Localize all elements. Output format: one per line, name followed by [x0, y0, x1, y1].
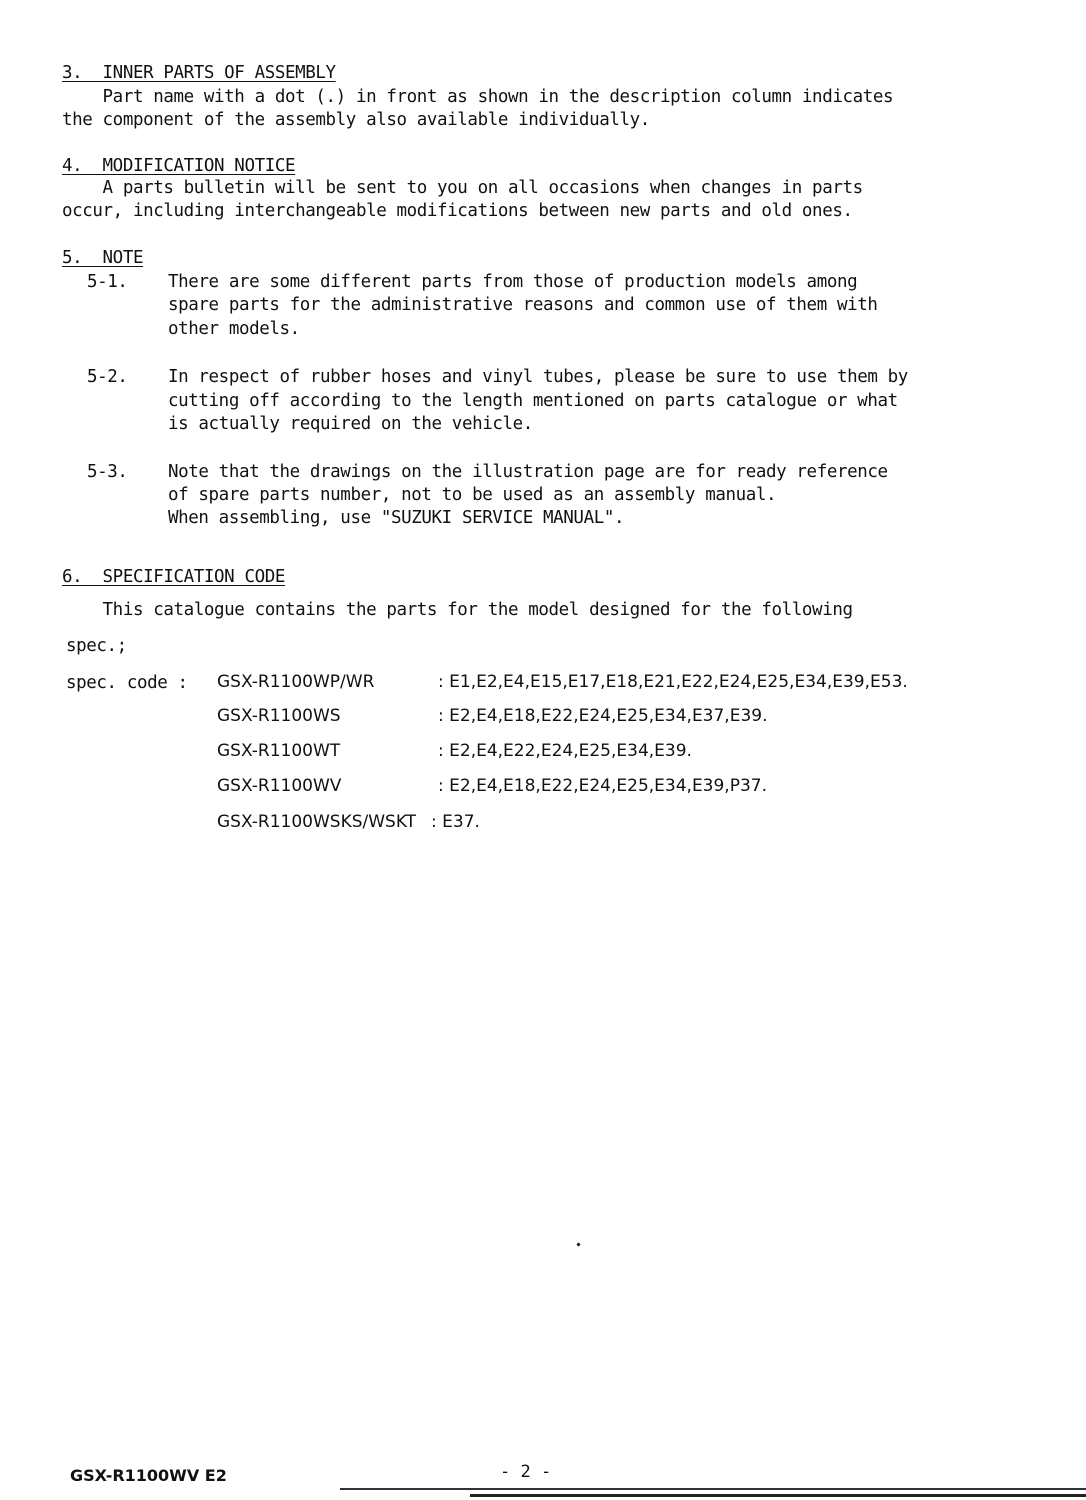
footer-model-code: GSX-R1100WV E2 — [70, 1466, 227, 1485]
note-5-3-number: 5-3. — [87, 462, 128, 482]
note-5-1-number: 5-1. — [87, 272, 128, 292]
note-5-1-line-3: other models. — [168, 319, 300, 339]
spec-row-2-codes: : E2,E4,E18,E22,E24,E25,E34,E37,E39. — [438, 706, 768, 726]
section-3-text-line-2: the component of the assembly also available individually. — [62, 110, 650, 130]
section-5-heading: 5. NOTE — [62, 248, 144, 268]
spec-row-5-model: GSX-R1100WSKS/WSKT — [217, 812, 417, 832]
footer-page-number: - 2 - — [500, 1462, 552, 1482]
note-5-2-line-1: In respect of rubber hoses and vinyl tubes, please be sure to use them by — [168, 367, 908, 387]
note-5-3-line-3: When assembling, use "SUZUKI SERVICE MANUAL". — [168, 508, 625, 528]
section-6-text-line-1: This catalogue contains the parts for the model designed for the following — [62, 600, 853, 620]
section-4-heading: 4. MODIFICATION NOTICE — [62, 156, 296, 176]
spec-row-1-model: GSX-R1100WP/WR — [217, 672, 375, 692]
note-5-3-line-1: Note that the drawings on the illustration page are for ready reference — [168, 462, 888, 482]
note-5-2-line-2: cutting off according to the length mentioned on parts catalogue or what — [168, 391, 898, 411]
scan-speck — [576, 1242, 580, 1246]
section-3-heading: 3. INNER PARTS OF ASSEMBLY — [62, 63, 336, 83]
spec-row-4-codes: : E2,E4,E18,E22,E24,E25,E34,E39,P37. — [438, 776, 768, 796]
note-5-1-line-2: spare parts for the administrative reasons and common use of them with — [168, 295, 878, 315]
spec-row-1-codes: : E1,E2,E4,E15,E17,E18,E21,E22,E24,E25,E34,E39,E53. — [438, 672, 908, 692]
spec-row-5-codes: : E37. — [431, 812, 480, 832]
footer-rule-bottom — [470, 1494, 1086, 1497]
spec-row-3-model: GSX-R1100WT — [217, 741, 341, 761]
section-4-text-line-2: occur, including interchangeable modifications between new parts and old ones. — [62, 201, 853, 221]
section-3-text-line-1: Part name with a dot (.) in front as shown in the description column indicates — [62, 87, 894, 107]
spec-code-label: spec. code : — [66, 673, 188, 693]
note-5-2-line-3: is actually required on the vehicle. — [168, 414, 533, 434]
section-6-text-line-2: spec.; — [66, 636, 127, 656]
note-5-1-line-1: There are some different parts from those of production models among — [168, 272, 858, 292]
footer-rule — [340, 1488, 1086, 1490]
section-6-heading: 6. SPECIFICATION CODE — [62, 567, 285, 587]
spec-row-2-model: GSX-R1100WS — [217, 706, 341, 726]
section-4-text-line-1: A parts bulletin will be sent to you on all occasions when changes in parts — [62, 178, 863, 198]
note-5-3-line-2: of spare parts number, not to be used as an assembly manual. — [168, 485, 777, 505]
spec-row-4-model: GSX-R1100WV — [217, 776, 342, 796]
spec-row-3-codes: : E2,E4,E22,E24,E25,E34,E39. — [438, 741, 692, 761]
note-5-2-number: 5-2. — [87, 367, 128, 387]
